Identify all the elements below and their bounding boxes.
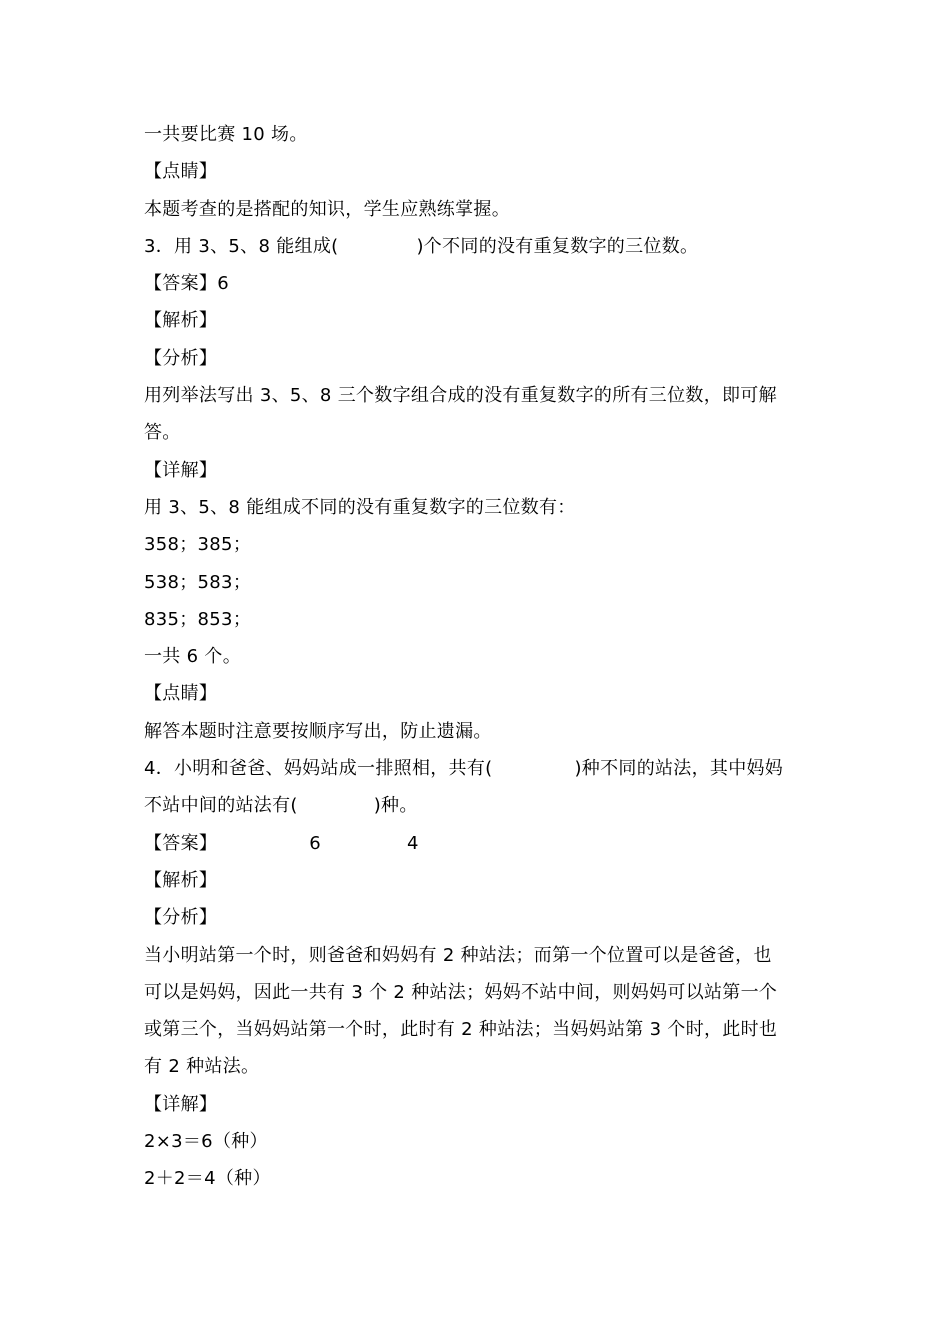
section-heading-dianjing: 【点睛】: [144, 683, 218, 705]
text-line: 用列举法写出 3、5、8 三个数字组合成的没有重复数字的所有三位数，即可解: [144, 385, 777, 407]
equation-line: 2×3＝6（种）: [144, 1131, 268, 1153]
section-heading-jiexi: 【解析】: [144, 869, 218, 891]
text-line: 有 2 种站法。: [144, 1056, 260, 1078]
text-line: 或第三个，当妈妈站第一个时，此时有 2 种站法；当妈妈站第 3 个时，此时也: [144, 1019, 778, 1041]
question-4-line-1: [144, 750, 824, 787]
section-heading-fenxi: 【分析】: [144, 907, 218, 929]
answer-value-1: 6: [309, 832, 321, 854]
answer-line: 【答案】6: [144, 273, 229, 295]
text-line: 当小明站第一个时，则爸爸和妈妈有 2 种站法；而第一个位置可以是爸爸，也: [144, 944, 772, 966]
question-4-line-2-before: 不站中间的站法有(: [144, 795, 298, 817]
number-list-line: 538；583；: [144, 571, 252, 593]
question-3-before: 3．用 3、5、8 能组成(: [144, 235, 339, 257]
text-line: 解答本题时注意要按顺序写出，防止遗漏。: [144, 720, 492, 742]
number-list-line: 358；385；: [144, 534, 252, 556]
question-3-after: )个不同的没有重复数字的三位数。: [416, 235, 699, 257]
question-4-line-1-after: )种不同的站法，其中妈妈: [574, 758, 784, 780]
text-line: 答。: [144, 422, 181, 444]
section-heading-xiangjie: 【详解】: [144, 1093, 218, 1115]
question-3: [144, 228, 824, 265]
text-line: 一共 6 个。: [144, 646, 241, 668]
question-4-line-1-before: 4．小明和爸爸、妈妈站成一排照相，共有(: [144, 758, 493, 780]
question-4-line-2: [144, 787, 824, 824]
section-heading-xiangjie: 【详解】: [144, 459, 218, 481]
answer-line: [144, 825, 824, 862]
section-heading-fenxi: 【分析】: [144, 347, 218, 369]
number-list-line: 835；853；: [144, 608, 252, 630]
section-heading-dianjing: 【点睛】: [144, 161, 218, 183]
text-line: 可以是妈妈，因此一共有 3 个 2 种站法；妈妈不站中间，则妈妈可以站第一个: [144, 981, 778, 1003]
text-line: 用 3、5、8 能组成不同的没有重复数字的三位数有：: [144, 496, 576, 518]
document-page: [144, 116, 824, 1198]
text-line: 本题考查的是搭配的知识，学生应熟练掌握。: [144, 198, 510, 220]
answer-label: 【答案】: [144, 832, 218, 854]
equation-line: 2＋2＝4（种）: [144, 1168, 271, 1190]
text-line: 一共要比赛 10 场。: [144, 124, 308, 145]
answer-value-2: 4: [406, 832, 419, 854]
section-heading-jiexi: 【解析】: [144, 310, 218, 332]
question-4-line-2-after: )种。: [373, 795, 418, 817]
